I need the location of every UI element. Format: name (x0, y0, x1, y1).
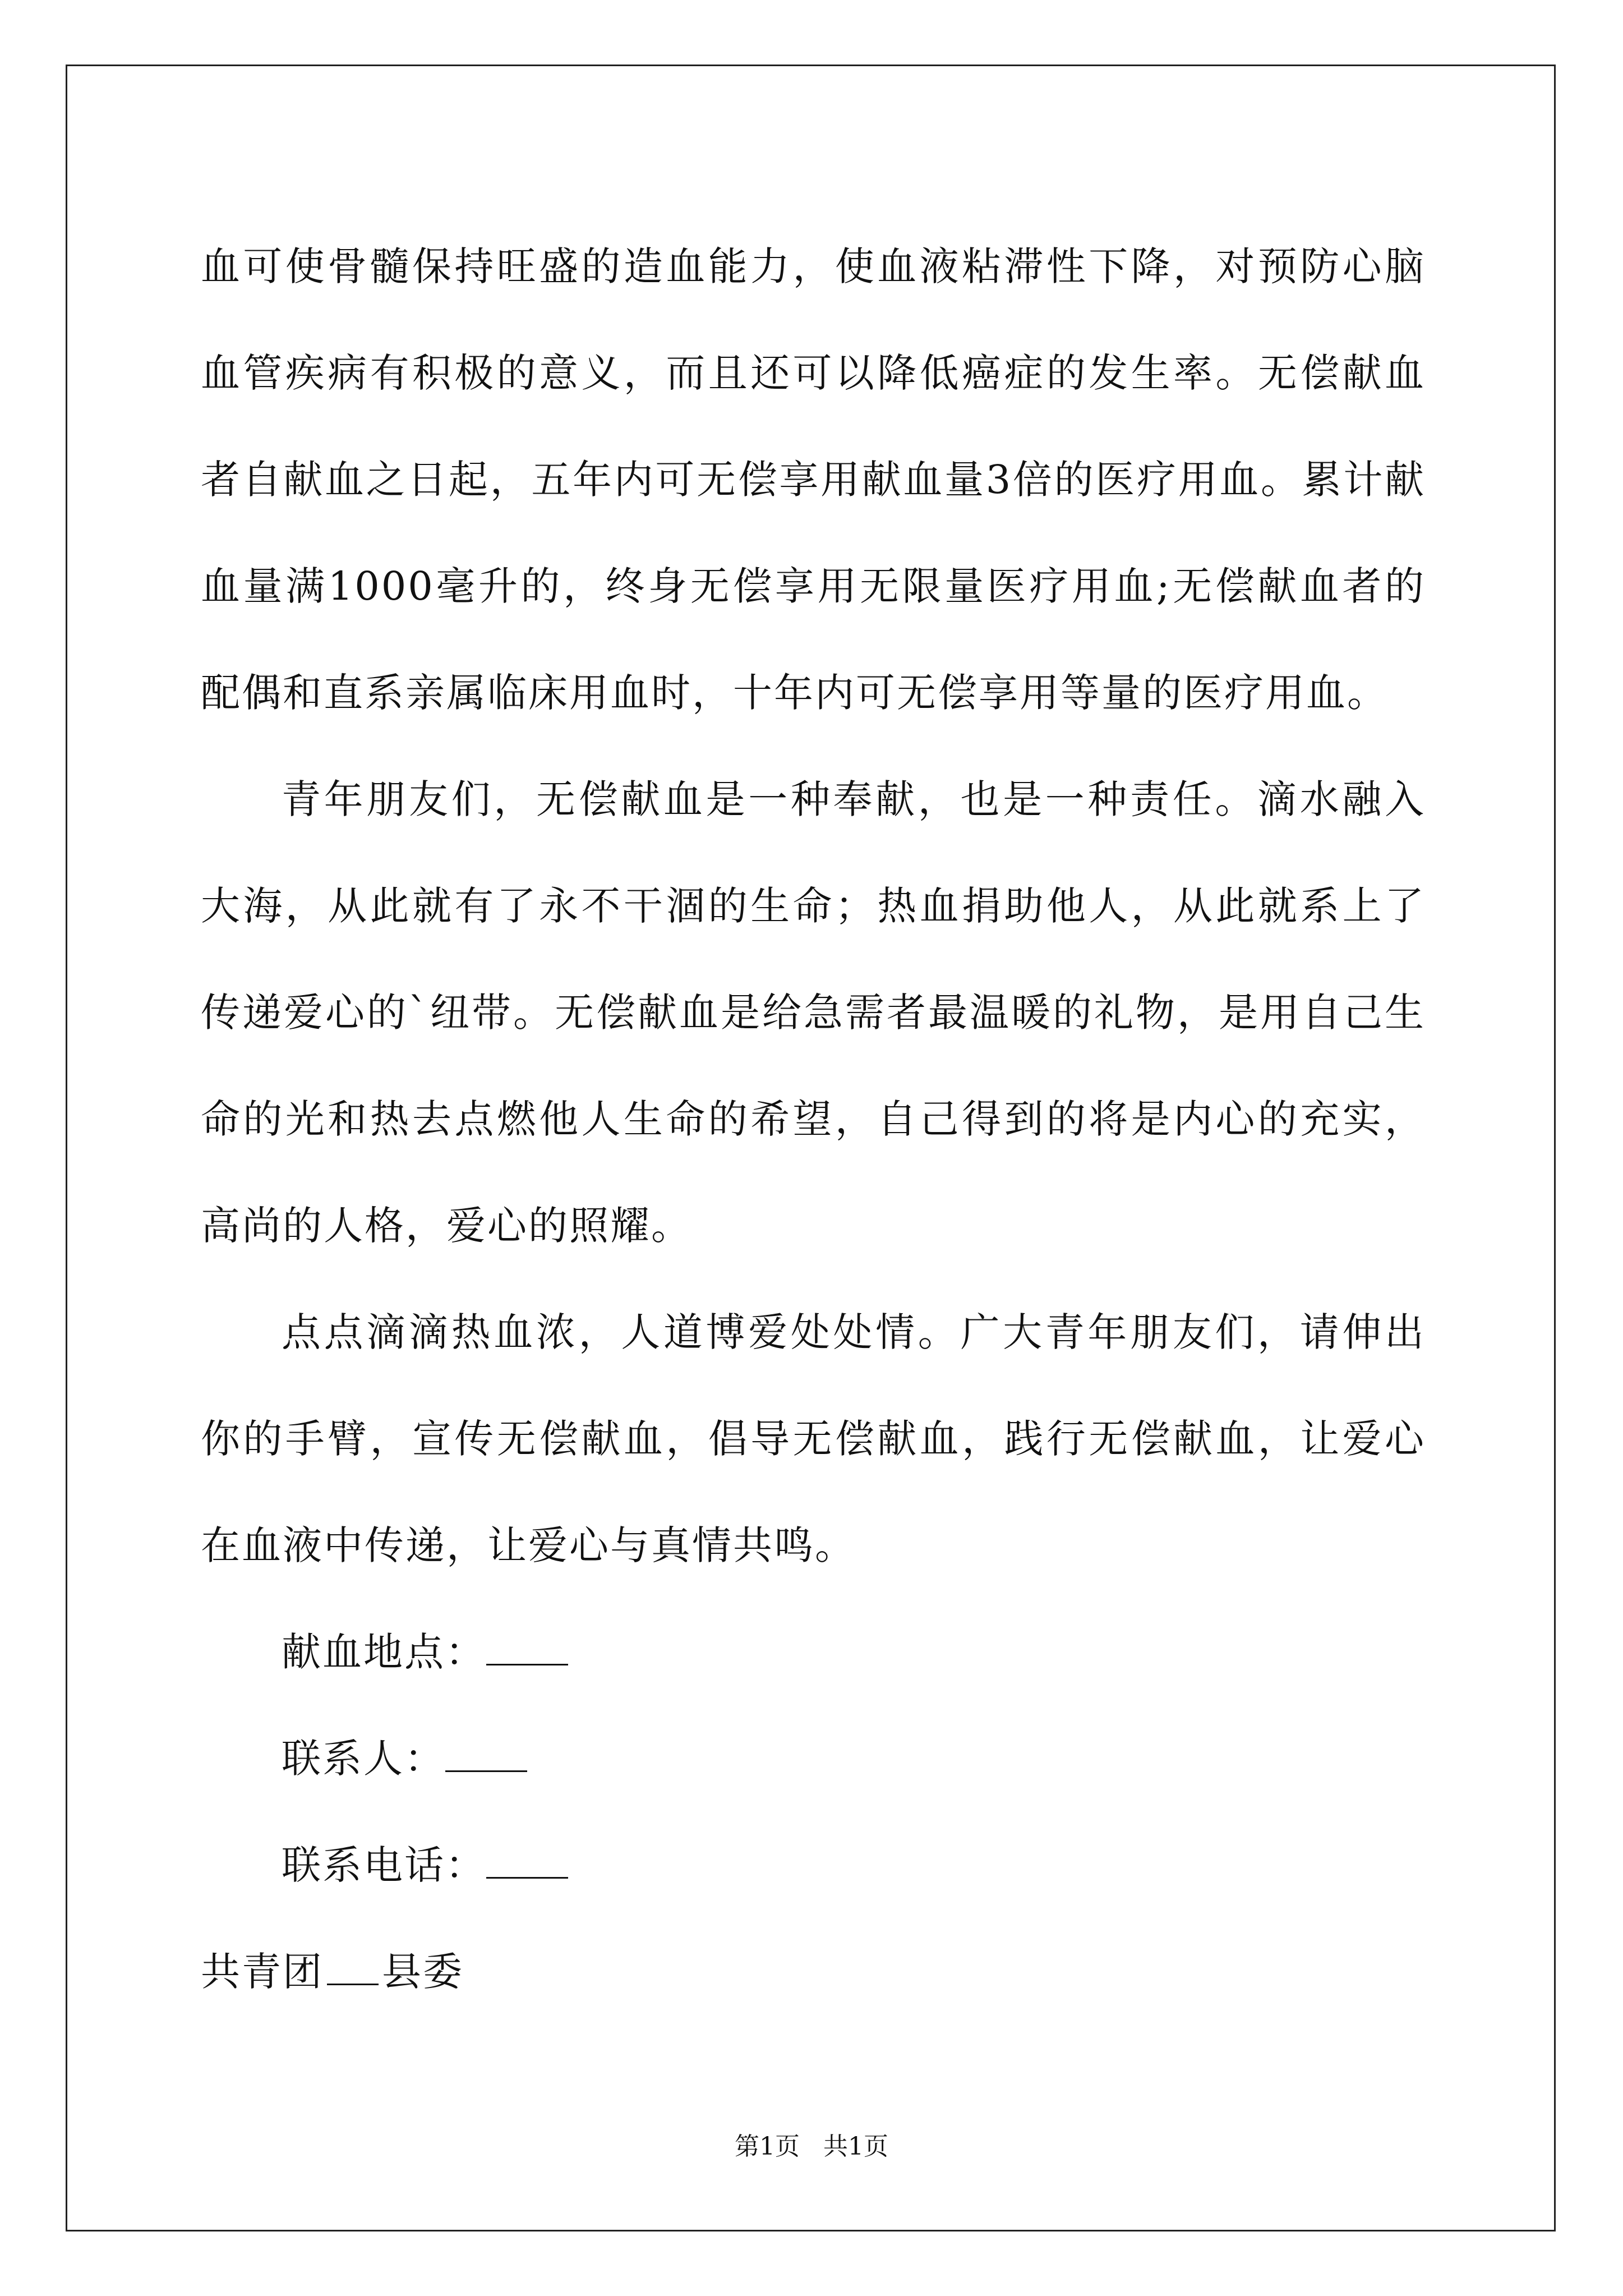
field-phone (201, 1812, 1426, 1918)
paragraph-appeal: 青年朋友们，无偿献血是一种奉献，也是一种责任。滴水融入大海，从此就有了永不干涸的生命；热血捐助他人，从此就系上了传递爱心的`纽带。无偿献血是给急需者最温暖的礼物，是用自己生命的光和热去点燃他人生命的希望，自己得到的将是内心的充实，高尚的人格，爱心的照耀。 (201, 776, 1426, 1249)
document-body (201, 213, 1426, 2025)
field-location-blank (486, 1635, 568, 1665)
paragraph-call-to-action: 点点滴滴热血浓，人道博爱处处情。广大青年朋友们，请伸出你的手臂，宣传无偿献血，倡导无偿献血，践行无偿献血，让爱心在血液中传递，让爱心与真情共鸣。 (201, 1309, 1426, 1568)
field-phone-blank (486, 1848, 568, 1879)
page-number-footer: 第1页 共1页 (735, 2132, 888, 2161)
field-contact (201, 1705, 1426, 1812)
signature (201, 1918, 1426, 2025)
signature-prefix: 共青团 (201, 1949, 324, 1995)
signature-blank (327, 1954, 379, 1985)
signature-suffix: 县委 (382, 1949, 464, 1995)
field-location (201, 1599, 1426, 1705)
field-location-label: 献血地点： (282, 1629, 486, 1675)
paragraph-benefits: 血可使骨髓保持旺盛的造血能力，使血液粘滞性下降，对预防心脑血管疾病有积极的意义，而且还可以降低癌症的发生率。无偿献血者自献血之日起，五年内可无偿享用献血量3倍的医疗用血。累计献血量满1000毫升的，终身无偿享用无限量医疗用血;无偿献血者的配偶和直系亲属临床用血时，十年内可无偿享用等量的医疗用血。 (201, 243, 1426, 716)
field-contact-label: 联系人： (282, 1736, 445, 1782)
field-phone-label: 联系电话： (282, 1842, 486, 1888)
field-contact-blank (445, 1741, 527, 1772)
